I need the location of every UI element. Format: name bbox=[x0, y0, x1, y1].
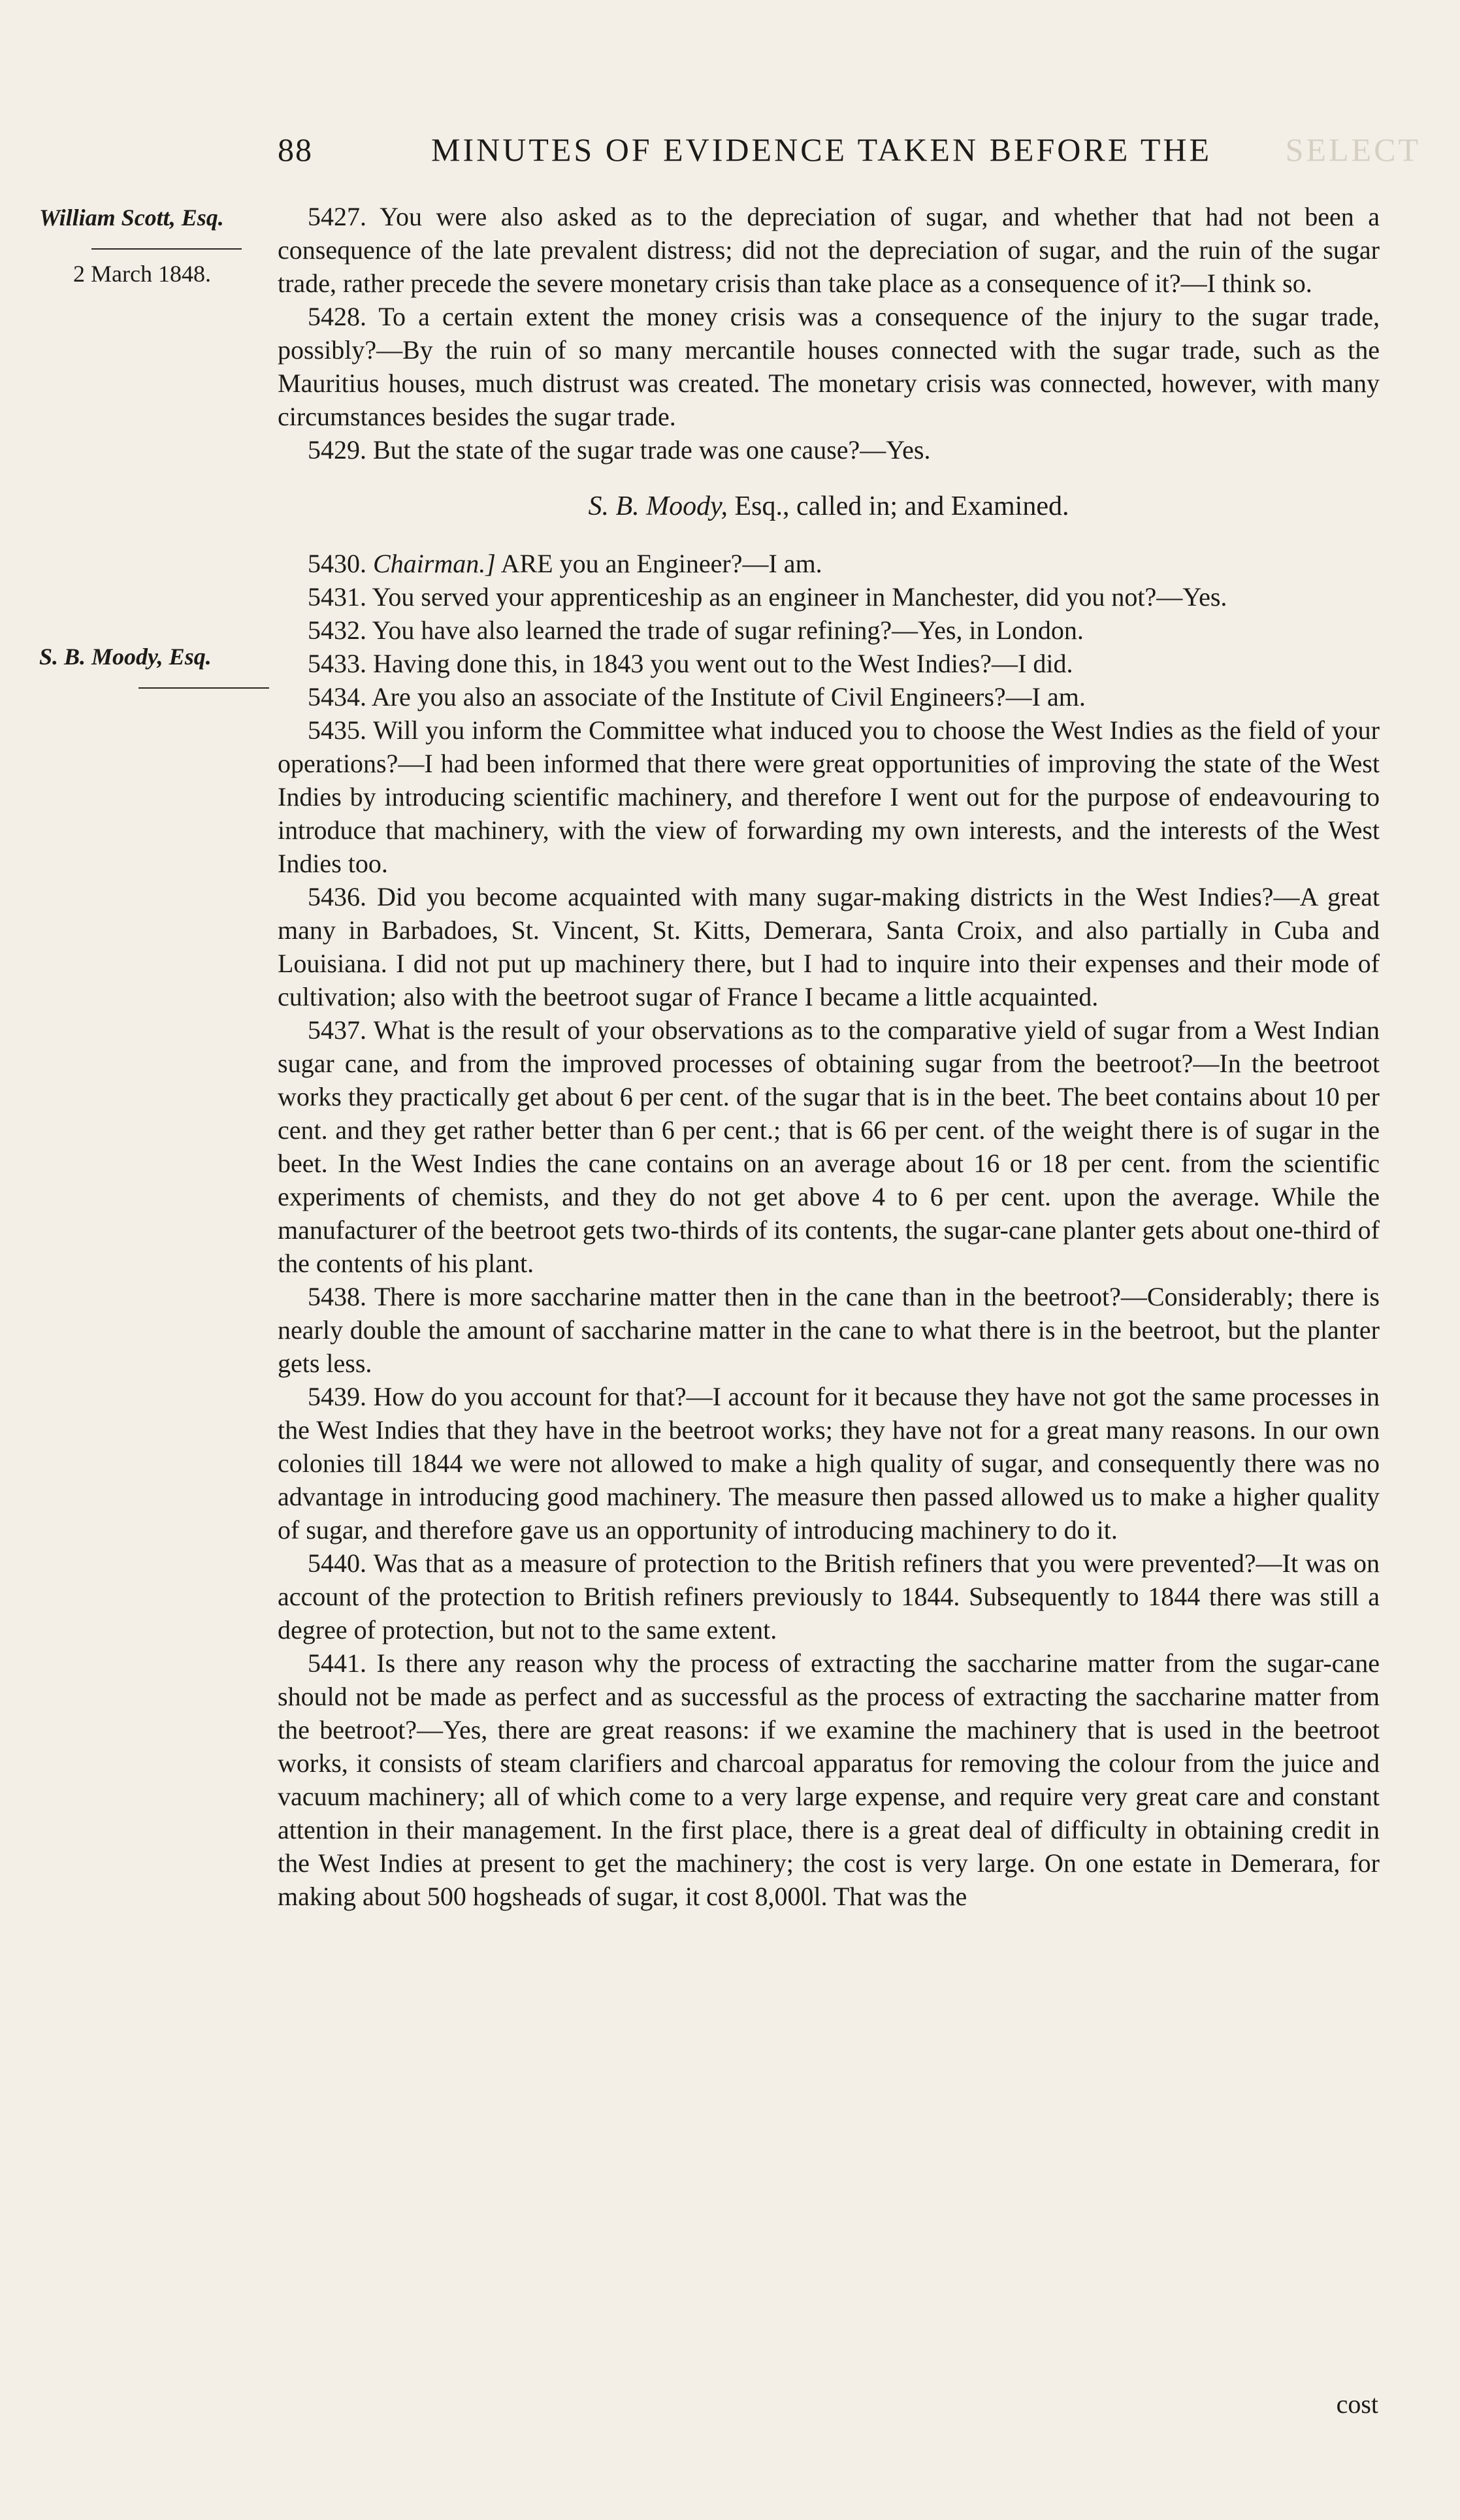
question-number: 5430. bbox=[308, 549, 366, 578]
margin-rule bbox=[91, 248, 242, 250]
evidence-paragraph bbox=[278, 1013, 1380, 1280]
question-number: 5433. bbox=[308, 649, 366, 678]
evidence-paragraph bbox=[278, 580, 1380, 614]
paragraph-text: Is there any reason why the process of extracting the saccharine matter from the sugar-cane should not be made as perfect and as successful as the process of extracting the saccharine matter from the beetroot?—Yes, there are great reasons: if we examine the machinery that is used in the beetroot works, it consists of steam clarifiers and charcoal apparatus for removing the colour from the juice and vacuum machinery; all of which come to a very large expense, and require very great care and constant attention in their management. In the first place, there is a great deal of difficulty in obtaining credit in the West Indies at present to get the machinery; the cost is very large. On one estate in Demerara, for making about 500 hogsheads of sugar, it cost 8,000l. That was the bbox=[278, 1648, 1380, 1911]
margin-witness-scott: William Scott, Esq. bbox=[39, 205, 224, 231]
paragraph-text: You were also asked as to the depreciation of sugar, and whether that had not been a consequence of the late prevalent distress; did not the depreciation of sugar, and the ruin of the sugar trade, rather precede the severe monetary crisis than take place as a consequence of it?—I think so. bbox=[278, 202, 1380, 298]
paragraph-text: Will you inform the Committee what induced you to choose the West Indies as the field of your operations?—I had been informed that there were great opportunities of improving the state of the West Indies by introducing scientific machinery, and therefore I went out for the purpose of endeavouring to introduce that machinery, with the view of forwarding my own interests, and the interests of the West Indies too. bbox=[278, 715, 1380, 878]
speaker-label: Chairman.] bbox=[373, 549, 496, 578]
evidence-paragraph bbox=[278, 880, 1380, 1013]
catchword: cost bbox=[1336, 2389, 1378, 2419]
evidence-paragraph bbox=[278, 433, 1380, 466]
evidence-text bbox=[278, 200, 1380, 1913]
paragraph-text: Are you also an associate of the Institute of Civil Engineers?—I am. bbox=[371, 682, 1086, 712]
question-number: 5440. bbox=[308, 1548, 366, 1578]
paragraph-text: There is more saccharine matter then in the cane than in the beetroot?—Considerably; there is nearly double the amount of saccharine matter in the cane to what there is in the beetroot, but the planter gets less. bbox=[278, 1282, 1380, 1378]
margin-date: 2 March 1848. bbox=[73, 261, 211, 287]
margin-witness-moody: S. B. Moody, Esq. bbox=[39, 644, 212, 670]
paragraph-text: Was that as a measure of protection to the British refiners that you were prevented?—It was on account of the protection to British refiners previously to 1844. Subsequently to 1844 there was still a degree of protection, but not to the same extent. bbox=[278, 1548, 1380, 1645]
question-number: 5427. bbox=[308, 202, 366, 231]
evidence-paragraph bbox=[278, 200, 1380, 300]
question-number: 5435. bbox=[308, 715, 366, 745]
paragraph-text: But the state of the sugar trade was one cause?—Yes. bbox=[373, 435, 931, 465]
paragraph-text: To a certain extent the money crisis was a consequence of the injury to the sugar trade, possibly?—By the ruin of so many mercantile houses connected with the sugar trade, such as the Mauritius houses, much distrust was created. The monetary crisis was connected, however, with many circumstances besides the sugar trade. bbox=[278, 302, 1380, 431]
witness-name: S. B. Moody, bbox=[588, 491, 728, 521]
evidence-paragraph bbox=[278, 547, 1380, 580]
witness-heading bbox=[278, 490, 1380, 523]
bleed-through-text: SELECT bbox=[1285, 131, 1421, 168]
evidence-paragraph bbox=[278, 1546, 1380, 1646]
question-number: 5438. bbox=[308, 1282, 366, 1311]
paragraph-text: Did you become acquainted with many sugar-making districts in the West Indies?—A great many in Barbadoes, St. Vincent, St. Kitts, Demerara, Santa Croix, and also partially in Cuba and Louisiana. I did not put up machinery there, but I had to inquire into their expenses and their mode of cultivation; also with the beetroot sugar of France I became a little acquainted. bbox=[278, 882, 1380, 1011]
question-number: 5432. bbox=[308, 615, 366, 645]
paragraph-text: How do you account for that?—I account for it because they have not got the same processes in the West Indies that they have in the beetroot works; they have not for a great many reasons. In our own colonies till 1844 we were not allowed to make a high quality of sugar, and consequently there was no advantage in introducing good machinery. The measure then passed allowed us to make a higher quality of sugar, and therefore gave us an opportunity of introducing machinery to do it. bbox=[278, 1382, 1380, 1545]
paragraph-text: What is the result of your observations as to the comparative yield of sugar from a West Indian sugar cane, and from the improved processes of obtaining sugar from the beetroot?—In the beetroot works they practically get about 6 per cent. of the sugar that is in the beet. The beet contains about 10 per cent. and they get rather better than 6 per cent.; that is 66 per cent. of the weight there is of sugar in the beet. In the West Indies the cane contains on an average about 16 or 18 per cent. from the scientific experiments of chemists, and they do not get above 4 to 6 per cent. upon the average. While the manufacturer of the beetroot gets two-thirds of its contents, the sugar-cane planter gets about one-third of the contents of his plant. bbox=[278, 1015, 1380, 1278]
paragraph-text: You served your apprenticeship as an engineer in Manchester, did you not?—Yes. bbox=[372, 582, 1227, 612]
question-number: 5436. bbox=[308, 882, 366, 911]
question-number: 5434. bbox=[308, 682, 366, 712]
question-number: 5428. bbox=[308, 302, 366, 331]
running-title: MINUTES OF EVIDENCE TAKEN BEFORE THE bbox=[431, 131, 1212, 168]
question-number: 5439. bbox=[308, 1382, 366, 1411]
witness-heading-rest: Esq., called in; and Examined. bbox=[727, 491, 1069, 521]
evidence-paragraph bbox=[278, 713, 1380, 880]
paragraph-text: Having done this, in 1843 you went out to the West Indies?—I did. bbox=[373, 649, 1073, 678]
question-number: 5441. bbox=[308, 1648, 366, 1678]
evidence-paragraph bbox=[278, 300, 1380, 433]
evidence-paragraph bbox=[278, 1380, 1380, 1546]
evidence-paragraph bbox=[278, 647, 1380, 680]
evidence-paragraph bbox=[278, 1646, 1380, 1913]
evidence-paragraph bbox=[278, 614, 1380, 647]
evidence-paragraph bbox=[278, 680, 1380, 713]
question-number: 5429. bbox=[308, 435, 366, 465]
margin-rule bbox=[138, 687, 269, 689]
paragraph-text: ARE you an Engineer?—I am. bbox=[495, 549, 822, 578]
page-number: 88 bbox=[278, 131, 313, 168]
question-number: 5431. bbox=[308, 582, 366, 612]
question-number: 5437. bbox=[308, 1015, 366, 1045]
paragraph-text: You have also learned the trade of sugar refining?—Yes, in London. bbox=[372, 615, 1084, 645]
evidence-paragraph bbox=[278, 1280, 1380, 1380]
